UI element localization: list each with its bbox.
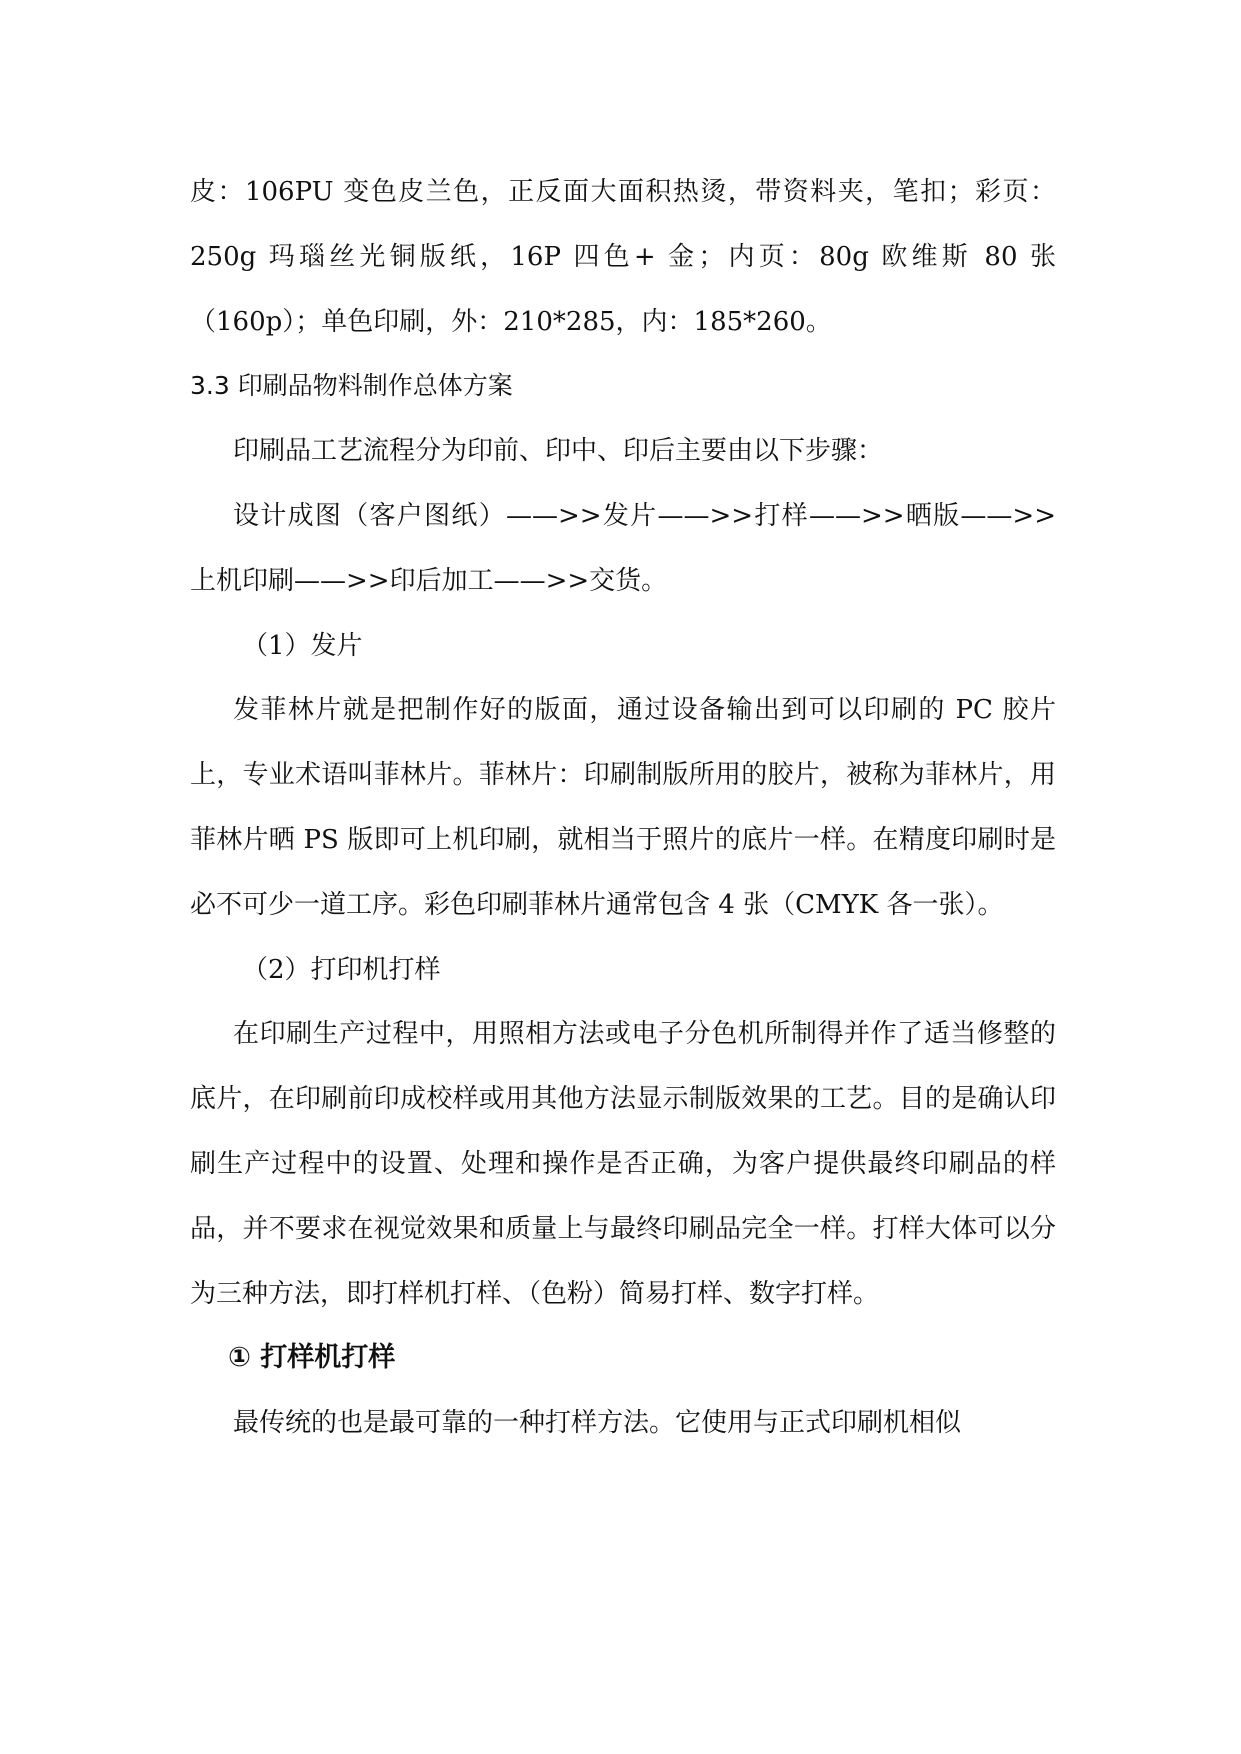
paragraph-film-output: 发菲林片就是把制作好的版面，通过设备输出到可以印刷的 PC 胶片上，专业术语叫菲林片。菲林片：印刷制版所用的胶片，被称为菲林片，用菲林片晒 PS 版即可上机印刷，就相当于照片的底片一样。在精度印刷时是必不可少一道工序。彩色印刷菲林片通常包含 4 张（CMYK 各一张）。 xyxy=(190,695,1056,920)
paragraph-process-flow: 设计成图（客户图纸）——>>发片——>>打样——>>晒版——>>上机印刷——>>印后加工——>>交货。 xyxy=(190,500,1056,596)
section-heading-3-3: 3.3 印刷品物料制作总体方案 xyxy=(190,371,513,401)
subheading-proofing: （2）打印机打样 xyxy=(242,954,441,985)
subheading-film-output: （1）发片 xyxy=(242,630,363,661)
paragraph-cover-spec: 皮：106PU 变色皮兰色，正反面大面积热烫，带资料夹，笔扣；彩页：250g 玛瑙丝光铜版纸，16P 四色+ 金；内页：80g 欧维斯 80 张（160p）；单色印刷，外：210*285，内：185*260。 xyxy=(190,177,1056,337)
paragraph-proof-press: 最传统的也是最可靠的一种打样方法。它使用与正式印刷机相似 xyxy=(233,1408,962,1439)
document-body xyxy=(190,160,1056,1456)
paragraph-proofing: 在印刷生产过程中，用照相方法或电子分色机所制得并作了适当修整的底片，在印刷前印成校样或用其他方法显示制版效果的工艺。目的是确认印刷生产过程中的设置、处理和操作是否正确，为客户提供最终印刷品的样品，并不要求在视觉效果和质量上与最终印刷品完全一样。打样大体可以分为三种方法，即打样机打样、（色粉）简易打样、数字打样。 xyxy=(190,1019,1056,1309)
bold-heading-proof-press: ① 打样机打样 xyxy=(228,1342,396,1374)
paragraph-process-intro: 印刷品工艺流程分为印前、印中、印后主要由以下步骤： xyxy=(233,436,884,467)
